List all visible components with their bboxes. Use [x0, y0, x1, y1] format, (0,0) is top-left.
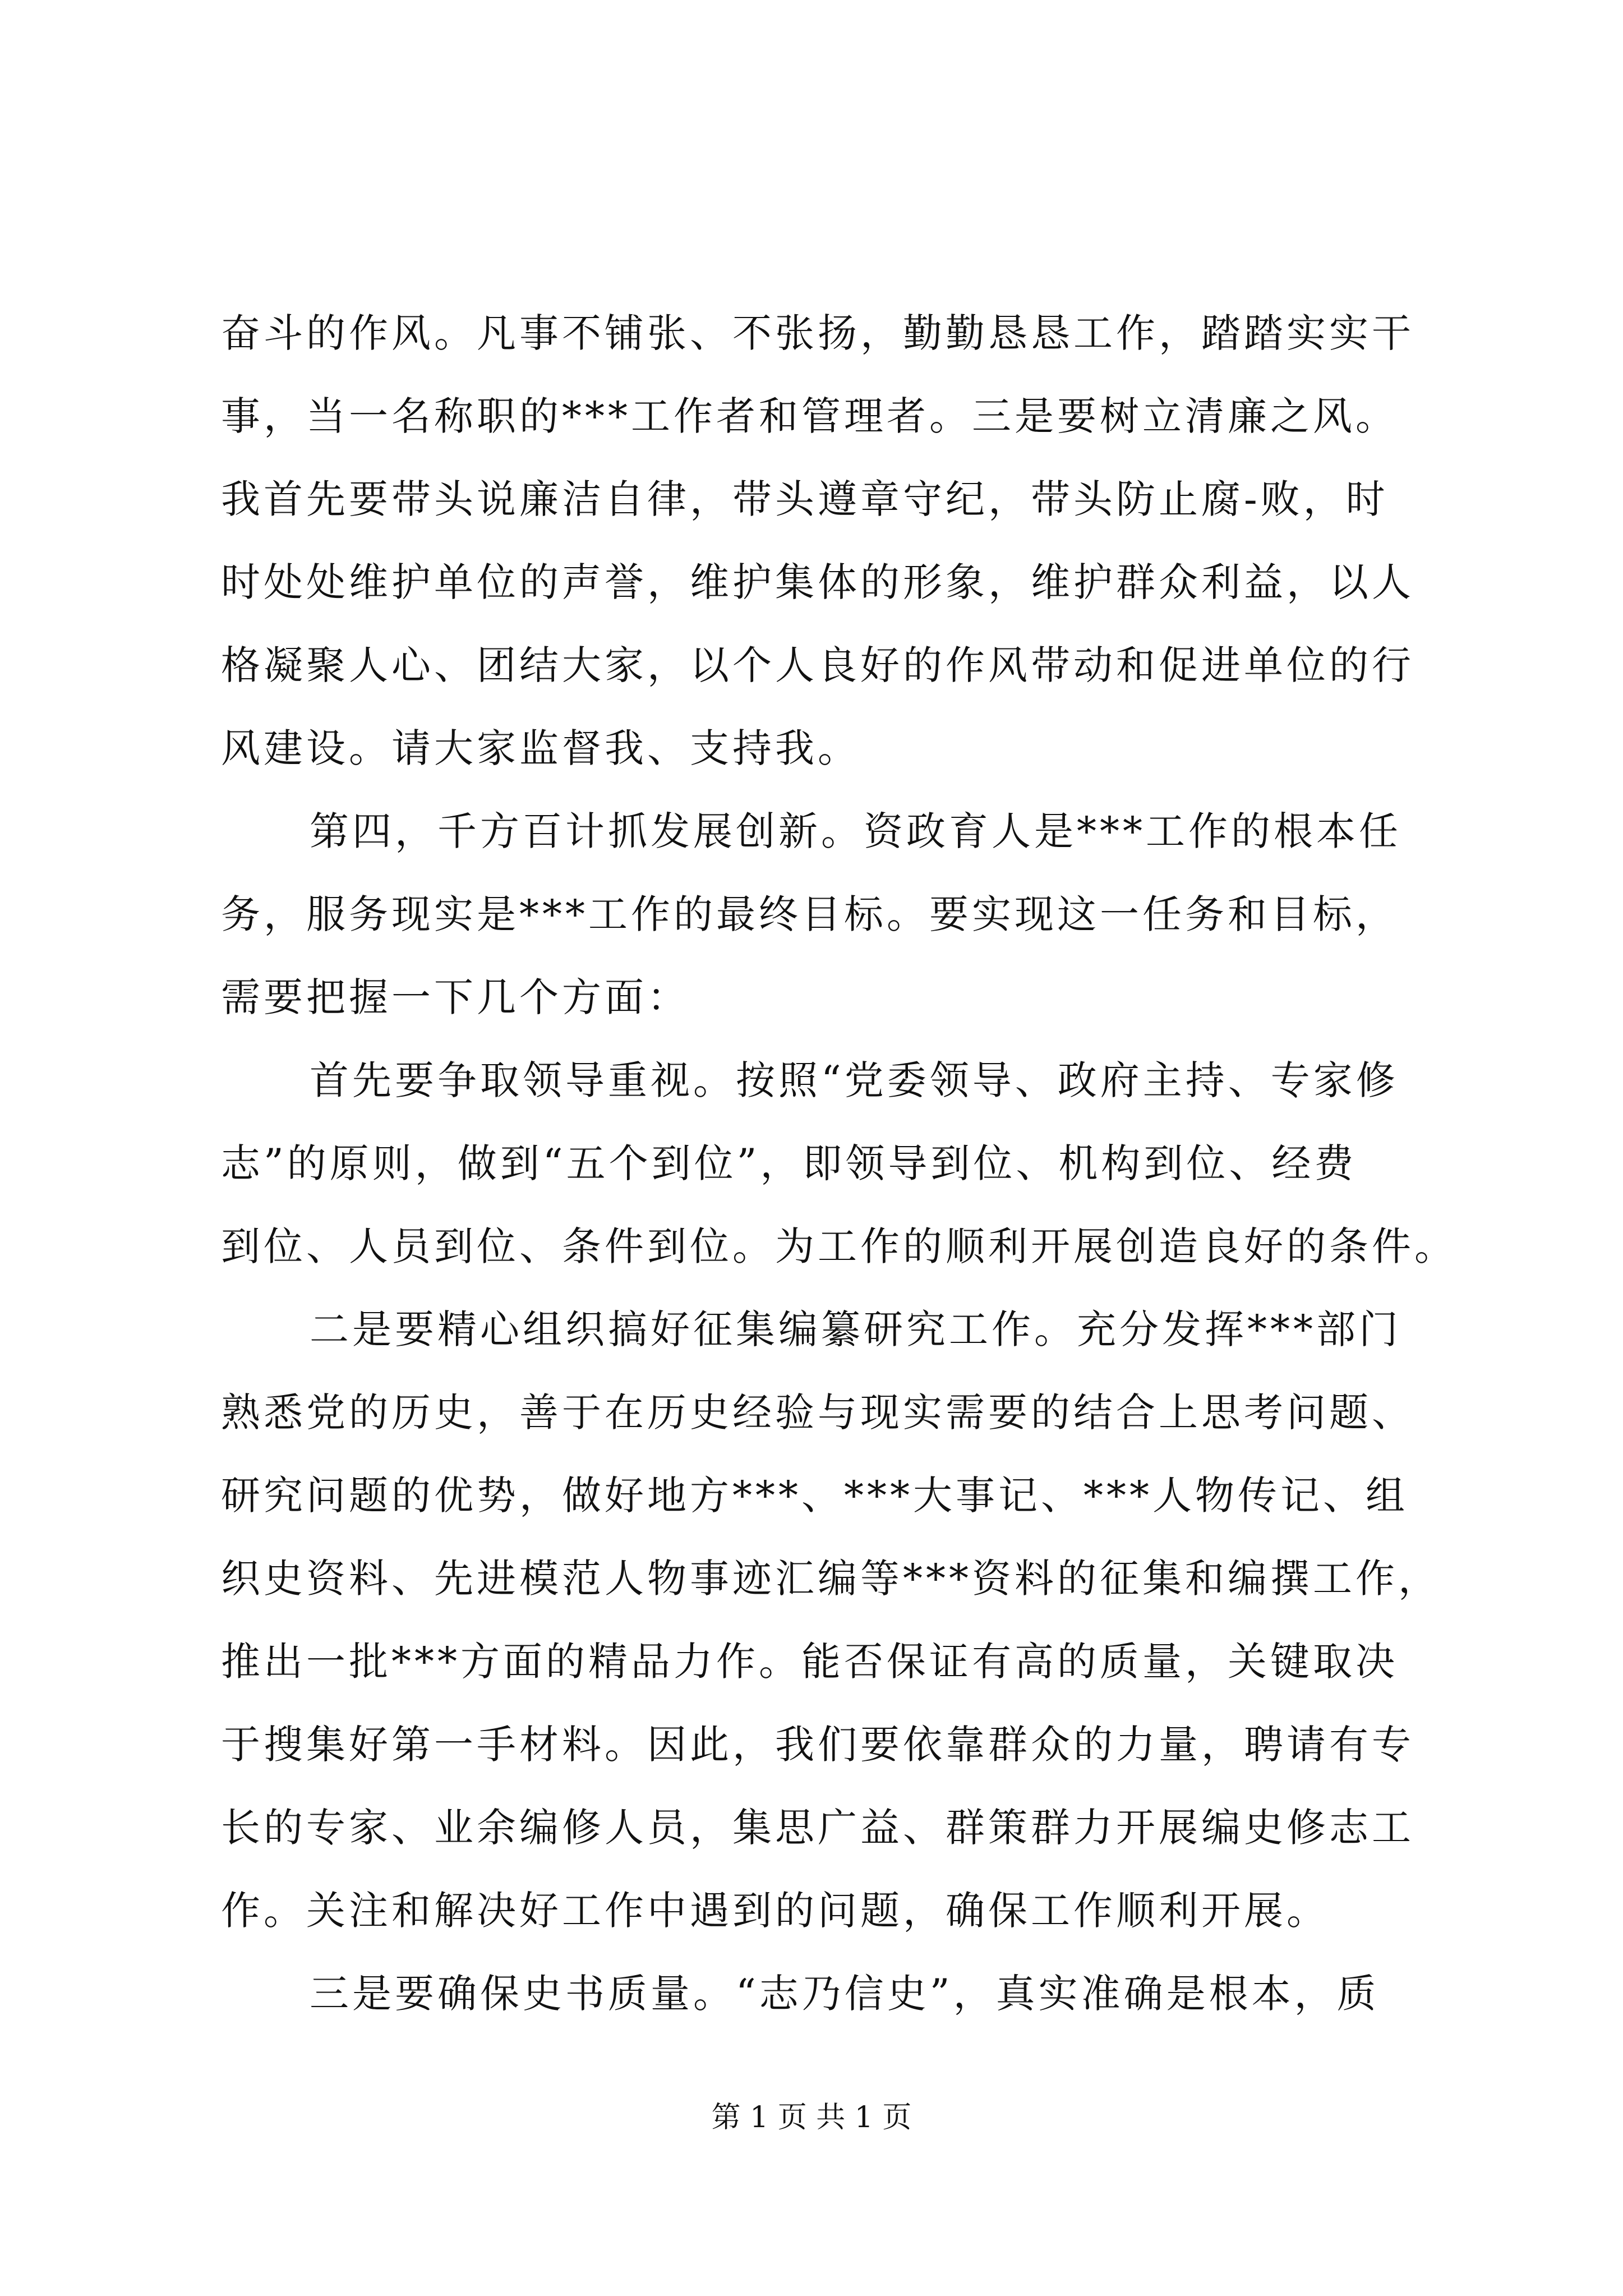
text-line-15: 研究问题的优势，做好地方***、***大事记、***人物传记、组 — [221, 1473, 1408, 1519]
text-line-11: 志”的原则，做到“五个到位”，即领导到位、机构到位、经费 — [221, 1140, 1357, 1186]
text-line-4: 时处处维护单位的声誉，维护集体的形象，维护群众利益，以人 — [221, 559, 1414, 605]
paragraph-start-line: 三是要确保史书质量。“志乃信史”，真实准确是根本，质 — [310, 1971, 1380, 2017]
text-line-12: 到位、人员到位、条件到位。为工作的顺利开展创造良好的条件。 — [221, 1223, 1457, 1269]
page-footer — [0, 2095, 1623, 2140]
text-line-14: 熟悉党的历史，善于在历史经验与现实需要的结合上思考问题、 — [221, 1389, 1414, 1435]
text-line-16: 织史资料、先进模范人物事迹汇编等***资料的征集和编撰工作， — [221, 1556, 1441, 1602]
text-line-5: 格凝聚人心、团结大家，以个人良好的作风带动和促进单位的行 — [221, 642, 1414, 688]
text-line-6: 风建设。请大家监督我、支持我。 — [221, 725, 860, 771]
text-line-8: 务，服务现实是***工作的最终目标。要实现这一任务和目标， — [221, 891, 1398, 937]
text-line-2: 事，当一名称职的***工作者和管理者。三是要树立清廉之风。 — [221, 393, 1398, 439]
paragraph-start-line: 第四，千方百计抓发展创新。资政育人是***工作的根本任 — [310, 808, 1401, 854]
text-line-3: 我首先要带头说廉洁自律，带头遵章守纪，带头防止腐-败，时 — [221, 476, 1389, 522]
text-line-1: 奋斗的作风。凡事不铺张、不张扬，勤勤恳恳工作，踏踏实实干 — [221, 310, 1414, 356]
page-number: 第 1 页 共 1 页 — [711, 2101, 912, 2134]
paragraph-start-line: 二是要精心组织搞好征集编纂研究工作。充分发挥***部门 — [310, 1306, 1401, 1352]
text-line-20: 作。关注和解决好工作中遇到的问题，确保工作顺利开展。 — [221, 1888, 1329, 1934]
text-line-17: 推出一批***方面的精品力作。能否保证有高的质量，关键取决 — [221, 1639, 1398, 1685]
paragraph-start-line: 首先要争取领导重视。按照“党委领导、政府主持、专家修 — [310, 1057, 1399, 1103]
text-line-9: 需要把握一下几个方面： — [221, 974, 690, 1020]
text-line-19: 长的专家、业余编修人员，集思广益、群策群力开展编史修志工 — [221, 1805, 1414, 1851]
document-body — [221, 292, 1457, 2035]
text-line-18: 于搜集好第一手材料。因此，我们要依靠群众的力量，聘请有专 — [221, 1722, 1414, 1768]
